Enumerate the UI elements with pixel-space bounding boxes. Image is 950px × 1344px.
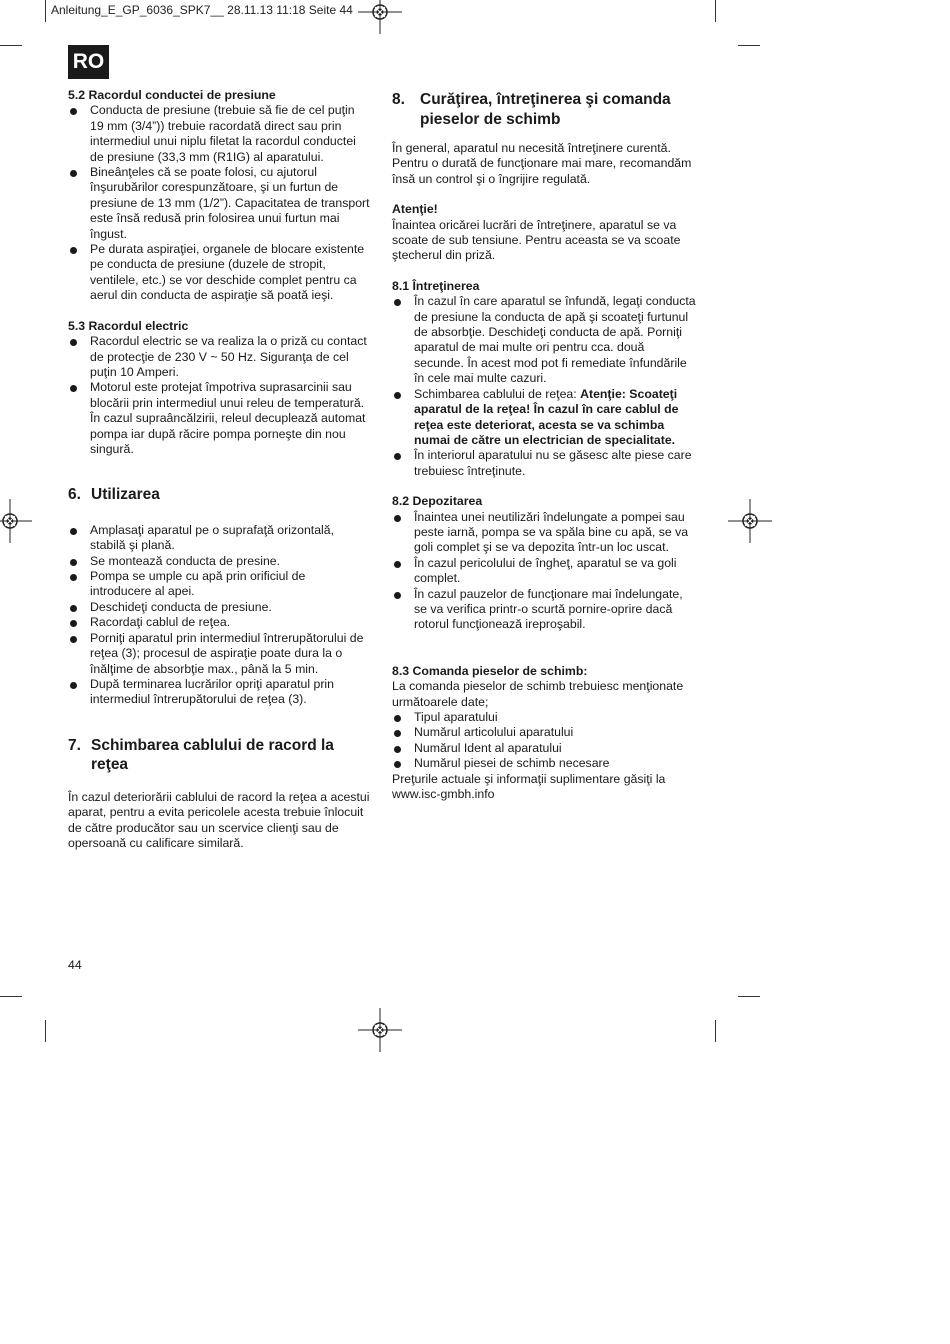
crop-mark [0,996,22,997]
warning-title: Atenţie! [392,202,438,217]
page-number: 44 [68,958,82,972]
registration-mark-icon [0,499,32,543]
list-item: Pe durata aspiraţiei, organele de blocare existente pe conducta de presiune (duzele de stropit, ventilele, etc.) se vor deschide complet pentru ca aerul din conducta de aspiraţie să poată ieşi. [68,242,370,304]
section-8-1-list [392,294,697,479]
section-6-heading [68,485,370,505]
list-item: Se montează conducta de presine. [68,554,370,569]
list-item: Amplasaţi aparatul pe o suprafaţă orizontală, stabilă şi plană. [68,523,370,554]
list-item: Racordaţi cablul de reţea. [68,615,370,630]
section-number: 7. [68,736,81,754]
list-item: Deschideţi conducta de presiune. [68,600,370,615]
list-item [392,387,697,449]
right-column [392,88,697,802]
section-8-1-title: 8.1 Întreţinerea [392,278,480,293]
list-item: În interiorul aparatului nu se găsesc alte piese care trebuiesc întreţinute. [392,448,697,479]
section-7-body: În cazul deteriorării cablului de racord la reţea a acestui aparat, pentru a evita pericolele acesta trebuie înlocuit de către producător sau un scervice clienţi sau de opersoană cu calificare similară. [68,789,370,850]
registration-mark-icon [358,0,402,34]
list-item: Numărul piesei de schimb necesare [392,756,697,771]
list-item-emphasis: Atenţie: Scoateţi aparatul de la reţea! În cazul în care cablul de reţea este deteriorat, acesta se va schimba numai de către un electrician de specialitate. [414,386,679,447]
section-title: Utilizarea [91,486,160,504]
list-item: Tipul aparatului [392,710,697,725]
crop-mark [715,1020,716,1042]
list-item: Numărul Ident al aparatului [392,741,697,756]
list-item: Pompa se umple cu apă prin orificiul de introducere al apei. [68,569,370,600]
list-item: În cazul pauzelor de funcţionare mai îndelungate, se va verifica printr-o scurtă pornire-oprire dacă rotorul funcţionează ireproşabil. [392,587,697,633]
section-title: Curăţirea, întreţinerea şi comanda pieselor de schimb [420,91,671,128]
section-5-2-title: 5.2 Racordul conductei de presiune [68,88,276,102]
print-slug: Anleitung_E_GP_6036_SPK7__ 28.11.13 11:18 Seite 44 [51,3,353,17]
crop-mark [738,45,760,46]
list-item: Numărul articolului aparatului [392,725,697,740]
section-6-list [68,523,370,708]
registration-mark-icon [358,1008,402,1052]
list-item: Bineânţeles că se poate folosi, cu ajutorul înşurubărilor corespunzătoare, şi un furtun de presiune de 13 mm (1/2”). Capacitatea de transport este însă redusă prin folosirea unui furtun mai îngust. [68,165,370,242]
list-item: După terminarea lucrărilor opriţi aparatul prin intermediul întrerupătorului de reţea (3). [68,677,370,708]
warning-body: Înaintea oricărei lucrări de întreţinere, aparatul se va scoate de sub tensiune. Pentru aceasta se va scoate ştecherul din priză. [392,217,681,263]
section-5-3-title: 5.3 Racordul electric [68,318,189,333]
crop-mark [715,0,716,22]
section-8-3-title: 8.3 Comanda pieselor de schimb: [392,663,588,678]
section-number: 6. [68,486,81,504]
section-5-2-list [68,103,370,303]
left-column [68,88,370,851]
section-8-2-list [392,510,697,633]
list-item: Racordul electric se va realiza la o priză cu contact de protecţie de 230 V ~ 50 Hz. Siguranţa de cel puţin 10 Amperi. [68,334,370,380]
crop-mark [738,996,760,997]
section-7-heading [68,736,370,775]
registration-mark-icon [728,499,772,543]
section-8-3-list [392,710,697,772]
list-item: Motorul este protejat împotriva suprasarcinii sau blocării prin intermediul unui releu de temperatură. În cazul supraâncălzirii, releul decuplează automat pompa iar după răcire pompa porneşte din nou singură. [68,380,370,457]
crop-mark [45,1020,46,1042]
section-title: Schimbarea cablului de racord la reţea [91,736,334,774]
section-8-2-title: 8.2 Depozitarea [392,494,483,509]
list-item-text: Schimbarea cablului de reţea: [414,386,581,401]
list-item: În cazul în care aparatul se înfundă, legaţi conducta de presiune la conducta de apă şi scoateţi furtunul de absorbţie. Deschideţi conducta de apă. Porniţi aparatul de mai multe ori pentru cca. două secunde. În acest mod pot fi remediate înfundările în cele mai multe cazuri. [392,294,697,386]
section-8-3-intro: La comanda pieselor de schimb trebuiesc menţionate următoarele date; [392,679,684,709]
list-item: Conducta de presiune (trebuie să fie de cel puţin 19 mm (3/4”)) trebuie racordată direct sau prin intermediul unui niplu filetat la racordul conductei de presiune (33,3 mm (R1IG) al aparatului. [68,103,370,165]
list-item: Porniţi aparatul prin intermediul întrerupătorului de reţea (3); procesul de aspiraţie poate dura la o înălţime de absorbţie max., până la 5 min. [68,631,370,677]
section-5-3-list [68,334,370,457]
crop-mark [0,45,22,46]
section-8-intro: În general, aparatul nu necesită întreţinere curentă. Pentru o durată de funcţionare mai mare, recomandăm însă un control şi o îngrijire regulată. [392,141,692,186]
section-8-3-outro: Preţurile actuale şi informaţii suplimentare găsiţi la www.isc-gmbh.info [392,771,666,802]
section-number: 8. [392,91,405,108]
list-item: Înaintea unei neutilizări îndelungate a pompei sau peste iarnă, pompa se va spăla bine cu apă, se va goli complet şi se va depozita într-un loc uscat. [392,510,697,556]
list-item: În cazul pericolului de îngheţ, aparatul se va goli complet. [392,556,697,587]
section-8-heading [392,90,697,129]
language-badge: RO [68,45,109,79]
crop-mark [45,0,46,22]
